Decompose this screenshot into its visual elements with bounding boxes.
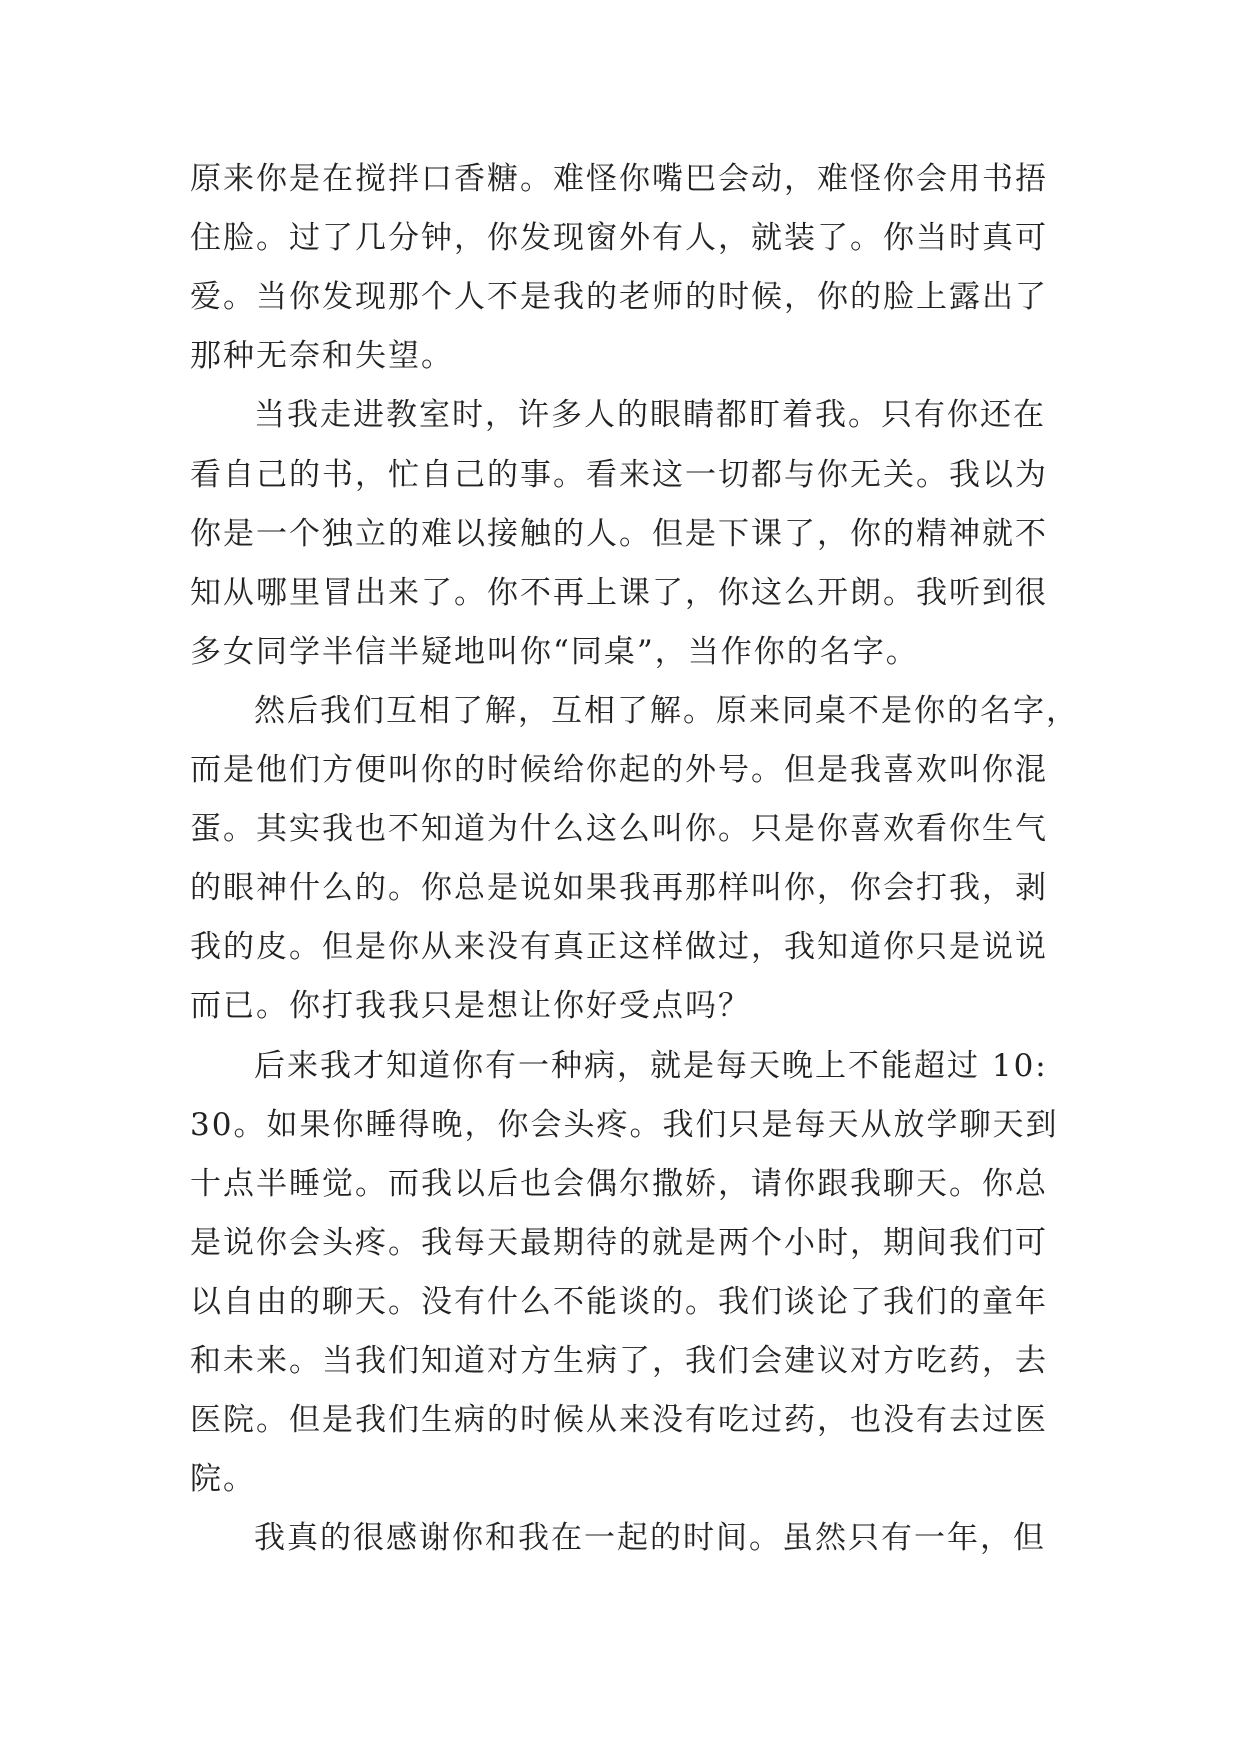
paragraph-4-line-7: 医院。但是我们生病的时候从来没有吃过药，也没有去过医 xyxy=(190,1402,1048,1438)
paragraph-4-line-6: 和未来。当我们知道对方生病了，我们会建议对方吃药，去 xyxy=(190,1343,1048,1379)
paragraph-4-line-5: 以自由的聊天。没有什么不能谈的。我们谈论了我们的童年 xyxy=(190,1284,1048,1320)
paragraph-5-line-1: 我真的很感谢你和我在一起的时间。虽然只有一年，但 xyxy=(254,1520,1046,1556)
paragraph-4-line-3: 十点半睡觉。而我以后也会偶尔撒娇，请你跟我聊天。你总 xyxy=(190,1166,1048,1202)
paragraph-3-line-4: 的眼神什么的。你总是说如果我再那样叫你，你会打我，剥 xyxy=(190,870,1048,906)
paragraph-4-line-2: 30。如果你睡得晚，你会头疼。我们只是每天从放学聊天到 xyxy=(190,1107,1059,1143)
paragraph-2-line-2: 看自己的书，忙自己的事。看来这一切都与你无关。我以为 xyxy=(190,457,1048,493)
paragraph-3-line-3: 蛋。其实我也不知道为什么这么叫你。只是你喜欢看你生气 xyxy=(190,811,1048,847)
paragraph-4-line-1: 后来我才知道你有一种病，就是每天晚上不能超过 10: xyxy=(254,1048,1048,1084)
paragraph-2-line-4: 知从哪里冒出来了。你不再上课了，你这么开朗。我听到很 xyxy=(190,575,1048,611)
paragraph-3-line-6: 而已。你打我我只是想让你好受点吗？ xyxy=(190,988,751,1024)
paragraph-2-line-1: 当我走进教室时，许多人的眼睛都盯着我。只有你还在 xyxy=(254,397,1046,433)
paragraph-1-line-1: 原来你是在搅拌口香糖。难怪你嘴巴会动，难怪你会用书捂 xyxy=(190,161,1048,197)
paragraph-3-line-5: 我的皮。但是你从来没有真正这样做过，我知道你只是说说 xyxy=(190,929,1048,965)
paragraph-3-line-2: 而是他们方便叫你的时候给你起的外号。但是我喜欢叫你混 xyxy=(190,752,1048,788)
paragraph-4-line-4: 是说你会头疼。我每天最期待的就是两个小时，期间我们可 xyxy=(190,1225,1048,1261)
paragraph-1-line-4: 那种无奈和失望。 xyxy=(190,338,454,374)
paragraph-1-line-3: 爱。当你发现那个人不是我的老师的时候，你的脸上露出了 xyxy=(190,279,1048,315)
paragraph-2-line-5: 多女同学半信半疑地叫你“同桌”，当作你的名字。 xyxy=(190,634,919,670)
paragraph-4-line-8: 院。 xyxy=(190,1461,256,1497)
paragraph-3-line-1: 然后我们互相了解，互相了解。原来同桌不是你的名字， xyxy=(254,693,1079,729)
paragraph-2-line-3: 你是一个独立的难以接触的人。但是下课了，你的精神就不 xyxy=(190,516,1048,552)
paragraph-1-line-2: 住脸。过了几分钟，你发现窗外有人，就装了。你当时真可 xyxy=(190,220,1048,256)
